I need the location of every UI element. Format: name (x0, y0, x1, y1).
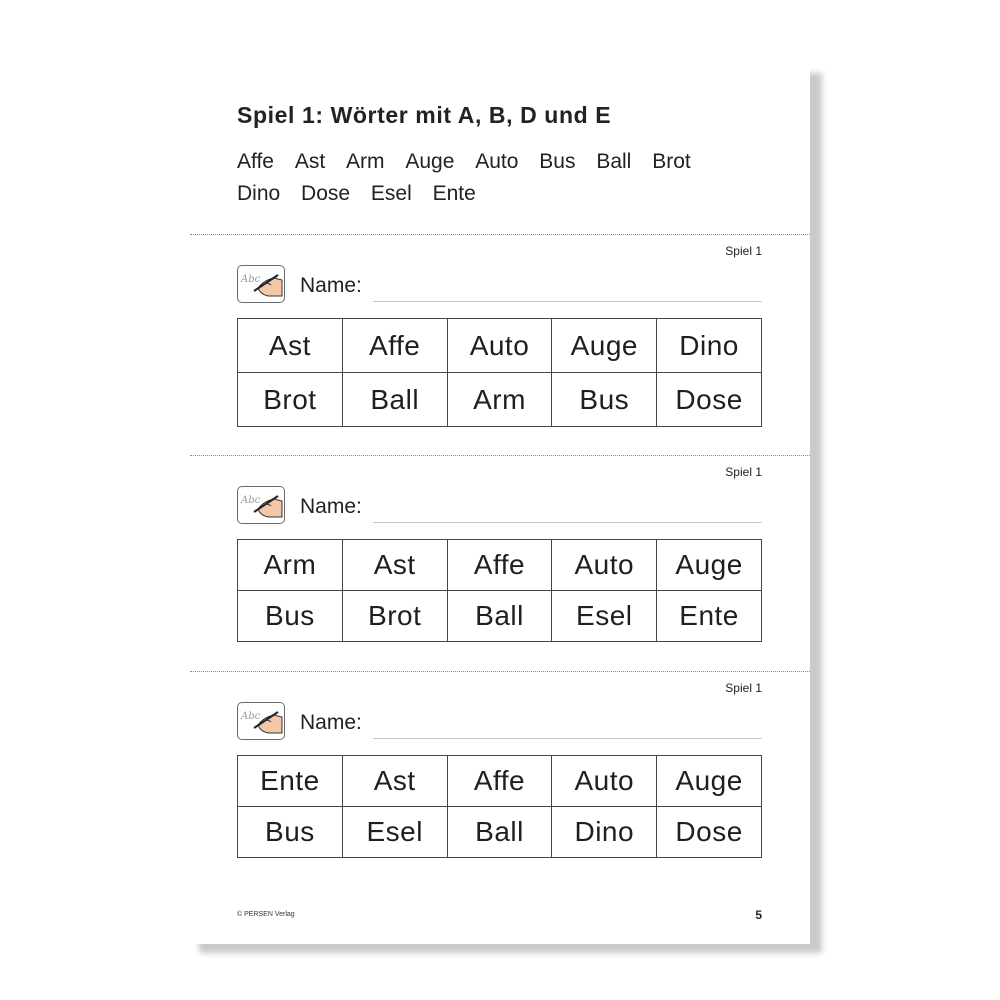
grid-cell: Auge (552, 319, 657, 373)
word-list-item: Auto (475, 150, 519, 173)
name-write-line[interactable] (373, 738, 762, 739)
grid-cell: Auto (552, 756, 657, 807)
page-title: Spiel 1: Wörter mit A, B, D und E (237, 102, 612, 128)
word-list-item: Ball (596, 150, 632, 173)
name-label: Name: (300, 274, 362, 297)
word-list-item: Auge (405, 150, 455, 173)
word-list-item: Arm (346, 150, 385, 173)
worksheet-page (190, 64, 810, 944)
grid-cell: Esel (552, 591, 657, 642)
grid-cell: Ast (342, 540, 447, 591)
grid-cell: Ball (342, 373, 447, 427)
grid-cell: Ente (238, 756, 343, 807)
game-card (190, 673, 810, 883)
grid-cell: Ball (447, 807, 552, 858)
word-grid (237, 318, 762, 427)
name-write-line[interactable] (373, 522, 762, 523)
grid-row (238, 319, 762, 373)
page-number: 5 (755, 908, 762, 922)
word-list-item: Esel (370, 182, 412, 205)
grid-cell: Auge (657, 540, 762, 591)
grid-cell: Affe (447, 756, 552, 807)
icon-abc-text: Abc (241, 711, 261, 722)
grid-row (238, 756, 762, 807)
grid-cell: Auge (657, 756, 762, 807)
name-label: Name: (300, 495, 362, 518)
grid-cell: Dose (657, 807, 762, 858)
cut-line (190, 455, 810, 456)
word-list-item: Ente (432, 182, 476, 205)
grid-cell: Ast (238, 319, 343, 373)
grid-cell: Affe (342, 319, 447, 373)
name-write-line[interactable] (373, 301, 762, 302)
name-label: Name: (300, 711, 362, 734)
word-list (237, 146, 767, 210)
grid-cell: Brot (238, 373, 343, 427)
grid-cell: Arm (447, 373, 552, 427)
writing-hand-icon (237, 486, 285, 524)
word-grid (237, 539, 762, 642)
icon-abc-text: Abc (241, 495, 261, 506)
grid-cell: Ball (447, 591, 552, 642)
word-list-item: Affe (237, 150, 274, 173)
word-list-item: Dino (237, 182, 281, 205)
cut-line (190, 234, 810, 235)
cut-line (190, 671, 810, 672)
grid-cell: Esel (342, 807, 447, 858)
game-card (190, 236, 810, 446)
grid-cell: Brot (342, 591, 447, 642)
icon-abc-text: Abc (241, 274, 261, 285)
card-label: Spiel 1 (725, 681, 762, 695)
grid-row (238, 807, 762, 858)
copyright-notice: © PERSEN Verlag (237, 911, 295, 918)
writing-hand-icon (237, 265, 285, 303)
grid-cell: Auto (552, 540, 657, 591)
word-list-item: Brot (652, 150, 691, 173)
grid-cell: Dino (552, 807, 657, 858)
grid-cell: Ast (342, 756, 447, 807)
grid-cell: Arm (238, 540, 343, 591)
word-list-item: Bus (539, 150, 576, 173)
card-label: Spiel 1 (725, 465, 762, 479)
grid-cell: Bus (238, 807, 343, 858)
grid-row (238, 540, 762, 591)
grid-cell: Auto (447, 319, 552, 373)
grid-row (238, 373, 762, 427)
word-list-item: Ast (294, 150, 326, 173)
game-card (190, 457, 810, 667)
card-label: Spiel 1 (725, 244, 762, 258)
grid-row (238, 591, 762, 642)
grid-cell: Dino (657, 319, 762, 373)
grid-cell: Dose (657, 373, 762, 427)
grid-cell: Affe (447, 540, 552, 591)
grid-cell: Bus (552, 373, 657, 427)
writing-hand-icon (237, 702, 285, 740)
word-list-item: Dose (301, 182, 351, 205)
grid-cell: Bus (238, 591, 343, 642)
grid-cell: Ente (657, 591, 762, 642)
word-grid (237, 755, 762, 858)
